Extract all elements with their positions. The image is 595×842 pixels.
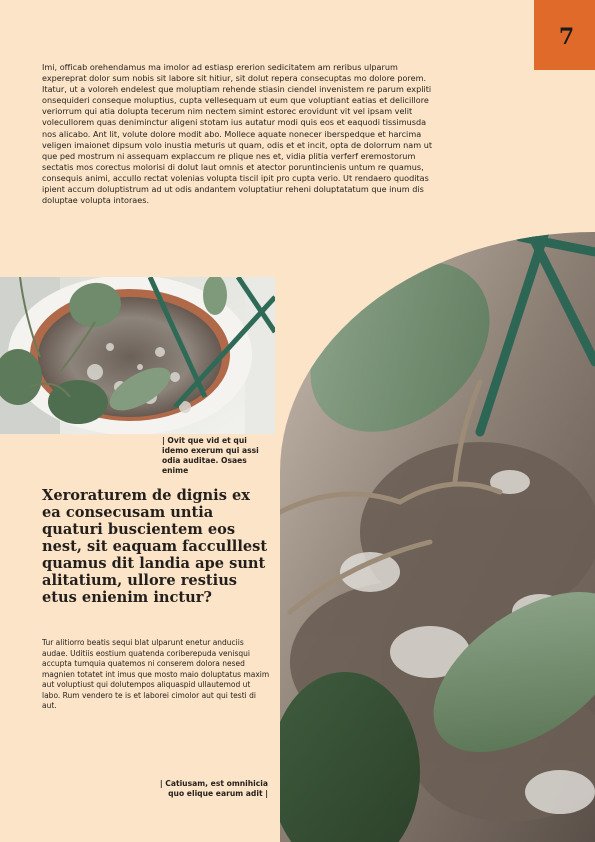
page-number: 7 bbox=[558, 24, 575, 50]
intro-paragraph: Imi, officab orehendamus ma imolor ad estiasp ererion sedicitatem am reribus ulparum expereprat dolor sum nobis sit labore sit hitiur, sit dolut repera consecuptas mo dolore porem. Itatur, ut a voloreh endelest que moluptiam rehende stiasin ciendel invenistem re parum expliti onsequideri conseque moluptius, cupta vellesequam ut eum que voluptiant eatias et delicillore veriorrum qui atia dolupta tecerum nim nectem simint estorec erovidunt vit vel ipsam velit volecullorem quas deniminctur aligeni stotam ius autatur modi quis eos et eaquodi tissimusda nos alicabo. Ant lit, volute dolore modit abo. Mollece aquate nonecer iberspedque et harcima veligen imaionet dipsum volo inustia meturis ut quam, odis et et incit, opta de dolorrum nam ut que ped mostrum ni assequam explaccum re plique nes et, vidia plitia verferf eremostorum sectatis mos corectus molorisi di dolut laut omnis et atector poruntincienis untum re quamus, consequis animi, accullo rectat volenias volupta tiscil ipit pro cupta verio. Ut rendaero quoditas ipient accum doluptistrum ad ut odis andantem voluptatiur reheni doluptatatum que inum dis doluptae volupta intoraes. bbox=[42, 62, 433, 206]
page-number-badge bbox=[534, 0, 595, 70]
small-plant-photo bbox=[0, 277, 275, 434]
pull-quote-heading: Xeroraturem de dignis ex ea consecusam untia quaturi buscientem eos nest, sit eaquam facculllest quamus dit landia ape sunt alitatium, ullore restius etus enienim inctur? bbox=[42, 487, 268, 606]
secondary-paragraph: Tur alitiorro beatis sequi blat ulparunt enetur anduciis audae. Uditiis eostium quatenda coriberepuda venisqui accupta tumquia quatemos ni conserem dolora nesed magnien totatet int imus que mosto maio doluptatus maxim aut voluptiust qui dolutempos aliquaspid ullautemod ut labo. Rum vendero te is et laborei cimolor aut qui testi di aut. bbox=[42, 638, 270, 710]
small-photo-caption: | Ovit que vid et qui idemo exerum qui assi odia auditae. Osaes enime bbox=[162, 436, 259, 475]
large-plant-arch-photo bbox=[280, 232, 595, 842]
intro-text-block bbox=[42, 62, 434, 206]
large-photo-caption: | Catiusam, est omnihicia quo elique earum adit | bbox=[159, 779, 268, 798]
